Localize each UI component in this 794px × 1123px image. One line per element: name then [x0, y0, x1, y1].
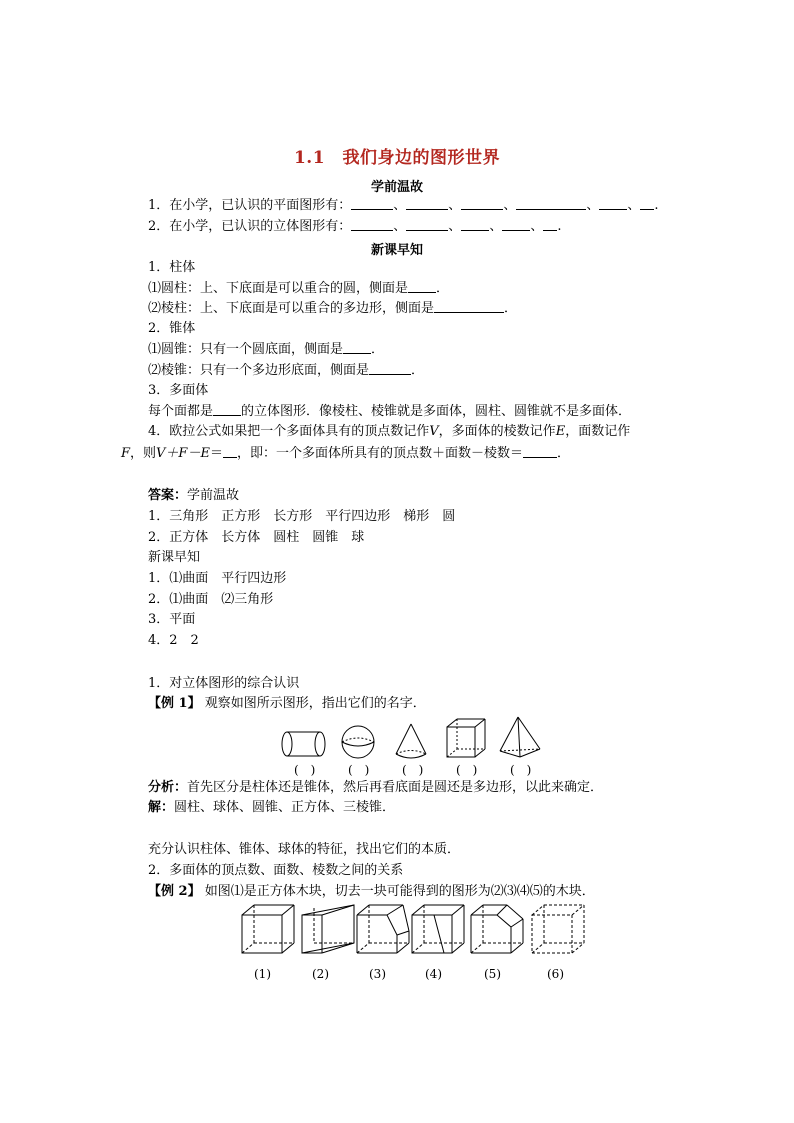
- answer-a2: 2．正方体 长方体 圆柱 圆锥 球: [148, 530, 365, 545]
- review-q2: 2．在小学，已认识的立体图形有： 、 、 、 、 .: [148, 219, 562, 234]
- fig-label-3: (3): [369, 967, 386, 981]
- cube-figure-3: [355, 903, 411, 955]
- cube-figure-2: [300, 903, 356, 955]
- section-heading-review: 学前温故: [370, 180, 423, 195]
- new-h2: 2．锥体: [148, 321, 196, 336]
- review-q1: 1．在小学，已认识的平面图形有： 、 、 、 、 、 .: [148, 198, 659, 213]
- fig-label-6: (6): [547, 967, 564, 981]
- part1-heading: 1．对立体图形的综合认识: [148, 676, 300, 691]
- solution: 解：圆柱、球体、圆锥、正方体、三棱锥．: [148, 800, 396, 815]
- fig1-paren: ( ): [294, 763, 316, 777]
- answer-b3: 3．平面: [148, 612, 196, 627]
- note: 充分认识柱体、锥体、球体的特征，找出它们的本质．: [148, 842, 461, 857]
- new-h3: 3．多面体: [148, 383, 209, 398]
- cube-figure-4: [410, 903, 466, 955]
- cube-figure-5: [469, 903, 525, 955]
- answer-b1: 1．⑴曲面 平行四边形: [148, 571, 287, 586]
- new-h3a: 每个面都是 的立体图形．像棱柱、棱锥就是多面体，圆柱、圆锥就不是多面体．: [148, 404, 632, 419]
- cube-figure-1: [240, 903, 296, 955]
- example2: 【例 2】 如图⑴是正方体木块，切去一块可能得到的图形为⑵⑶⑷⑸的木块．: [148, 884, 595, 899]
- fig2-paren: ( ): [348, 763, 370, 777]
- sphere-icon: [340, 724, 376, 760]
- pyramid-icon: [498, 715, 544, 761]
- new-h1: 1．柱体: [148, 260, 196, 275]
- new-h4-line2: F，则V＋F－E＝ ，即：一个多面体所具有的顶点数＋面数－棱数＝ ．: [121, 446, 570, 461]
- fig-label-1: (1): [254, 967, 271, 981]
- answer-b2: 2．⑴曲面 ⑵三角形: [148, 592, 274, 607]
- fig3-paren: ( ): [402, 763, 424, 777]
- cube-icon: [445, 717, 487, 761]
- fig5-paren: ( ): [510, 763, 532, 777]
- new-h1a: ⑴圆柱：上、下底面是可以重合的圆，侧面是 ．: [148, 281, 450, 296]
- new-h4-line1: 4．欧拉公式如果把一个多面体具有的顶点数记作V，多面体的棱数记作E，面数记作: [148, 424, 631, 439]
- cube-figure-6: [530, 903, 586, 955]
- section-heading-new: 新课早知: [370, 243, 423, 258]
- answers-heading: 答案：学前温故: [148, 488, 240, 503]
- new-h1b: ⑵棱柱：上、下底面是可以重合的多边形，侧面是 ．: [148, 301, 518, 316]
- answer-sub: 新课早知: [148, 550, 201, 565]
- answer-b4: 4．2 2: [148, 633, 199, 648]
- analysis: 分析：首先区分是柱体还是锥体，然后再看底面是圆还是多边形，以此来确定．: [148, 780, 604, 795]
- answer-a1: 1．三角形 正方形 长方形 平行四边形 梯形 圆: [148, 509, 456, 524]
- example1: 【例 1】 观察如图所示图形，指出它们的名字．: [148, 696, 426, 711]
- fig4-paren: ( ): [456, 763, 478, 777]
- page-title: 1.1 我们身边的图形世界: [293, 148, 501, 168]
- fig-label-2: (2): [312, 967, 329, 981]
- fig-label-5: (5): [484, 967, 501, 981]
- new-h2a: ⑴圆锥：只有一个圆底面，侧面是 ．: [148, 342, 385, 357]
- fig-label-4: (4): [425, 967, 442, 981]
- part2-heading: 2．多面体的顶点数、面数、棱数之间的关系: [148, 863, 404, 878]
- cone-icon: [393, 722, 429, 762]
- cylinder-icon: [280, 728, 330, 762]
- new-h2b: ⑵棱锥：只有一个多边形底面，侧面是 ．: [148, 363, 425, 378]
